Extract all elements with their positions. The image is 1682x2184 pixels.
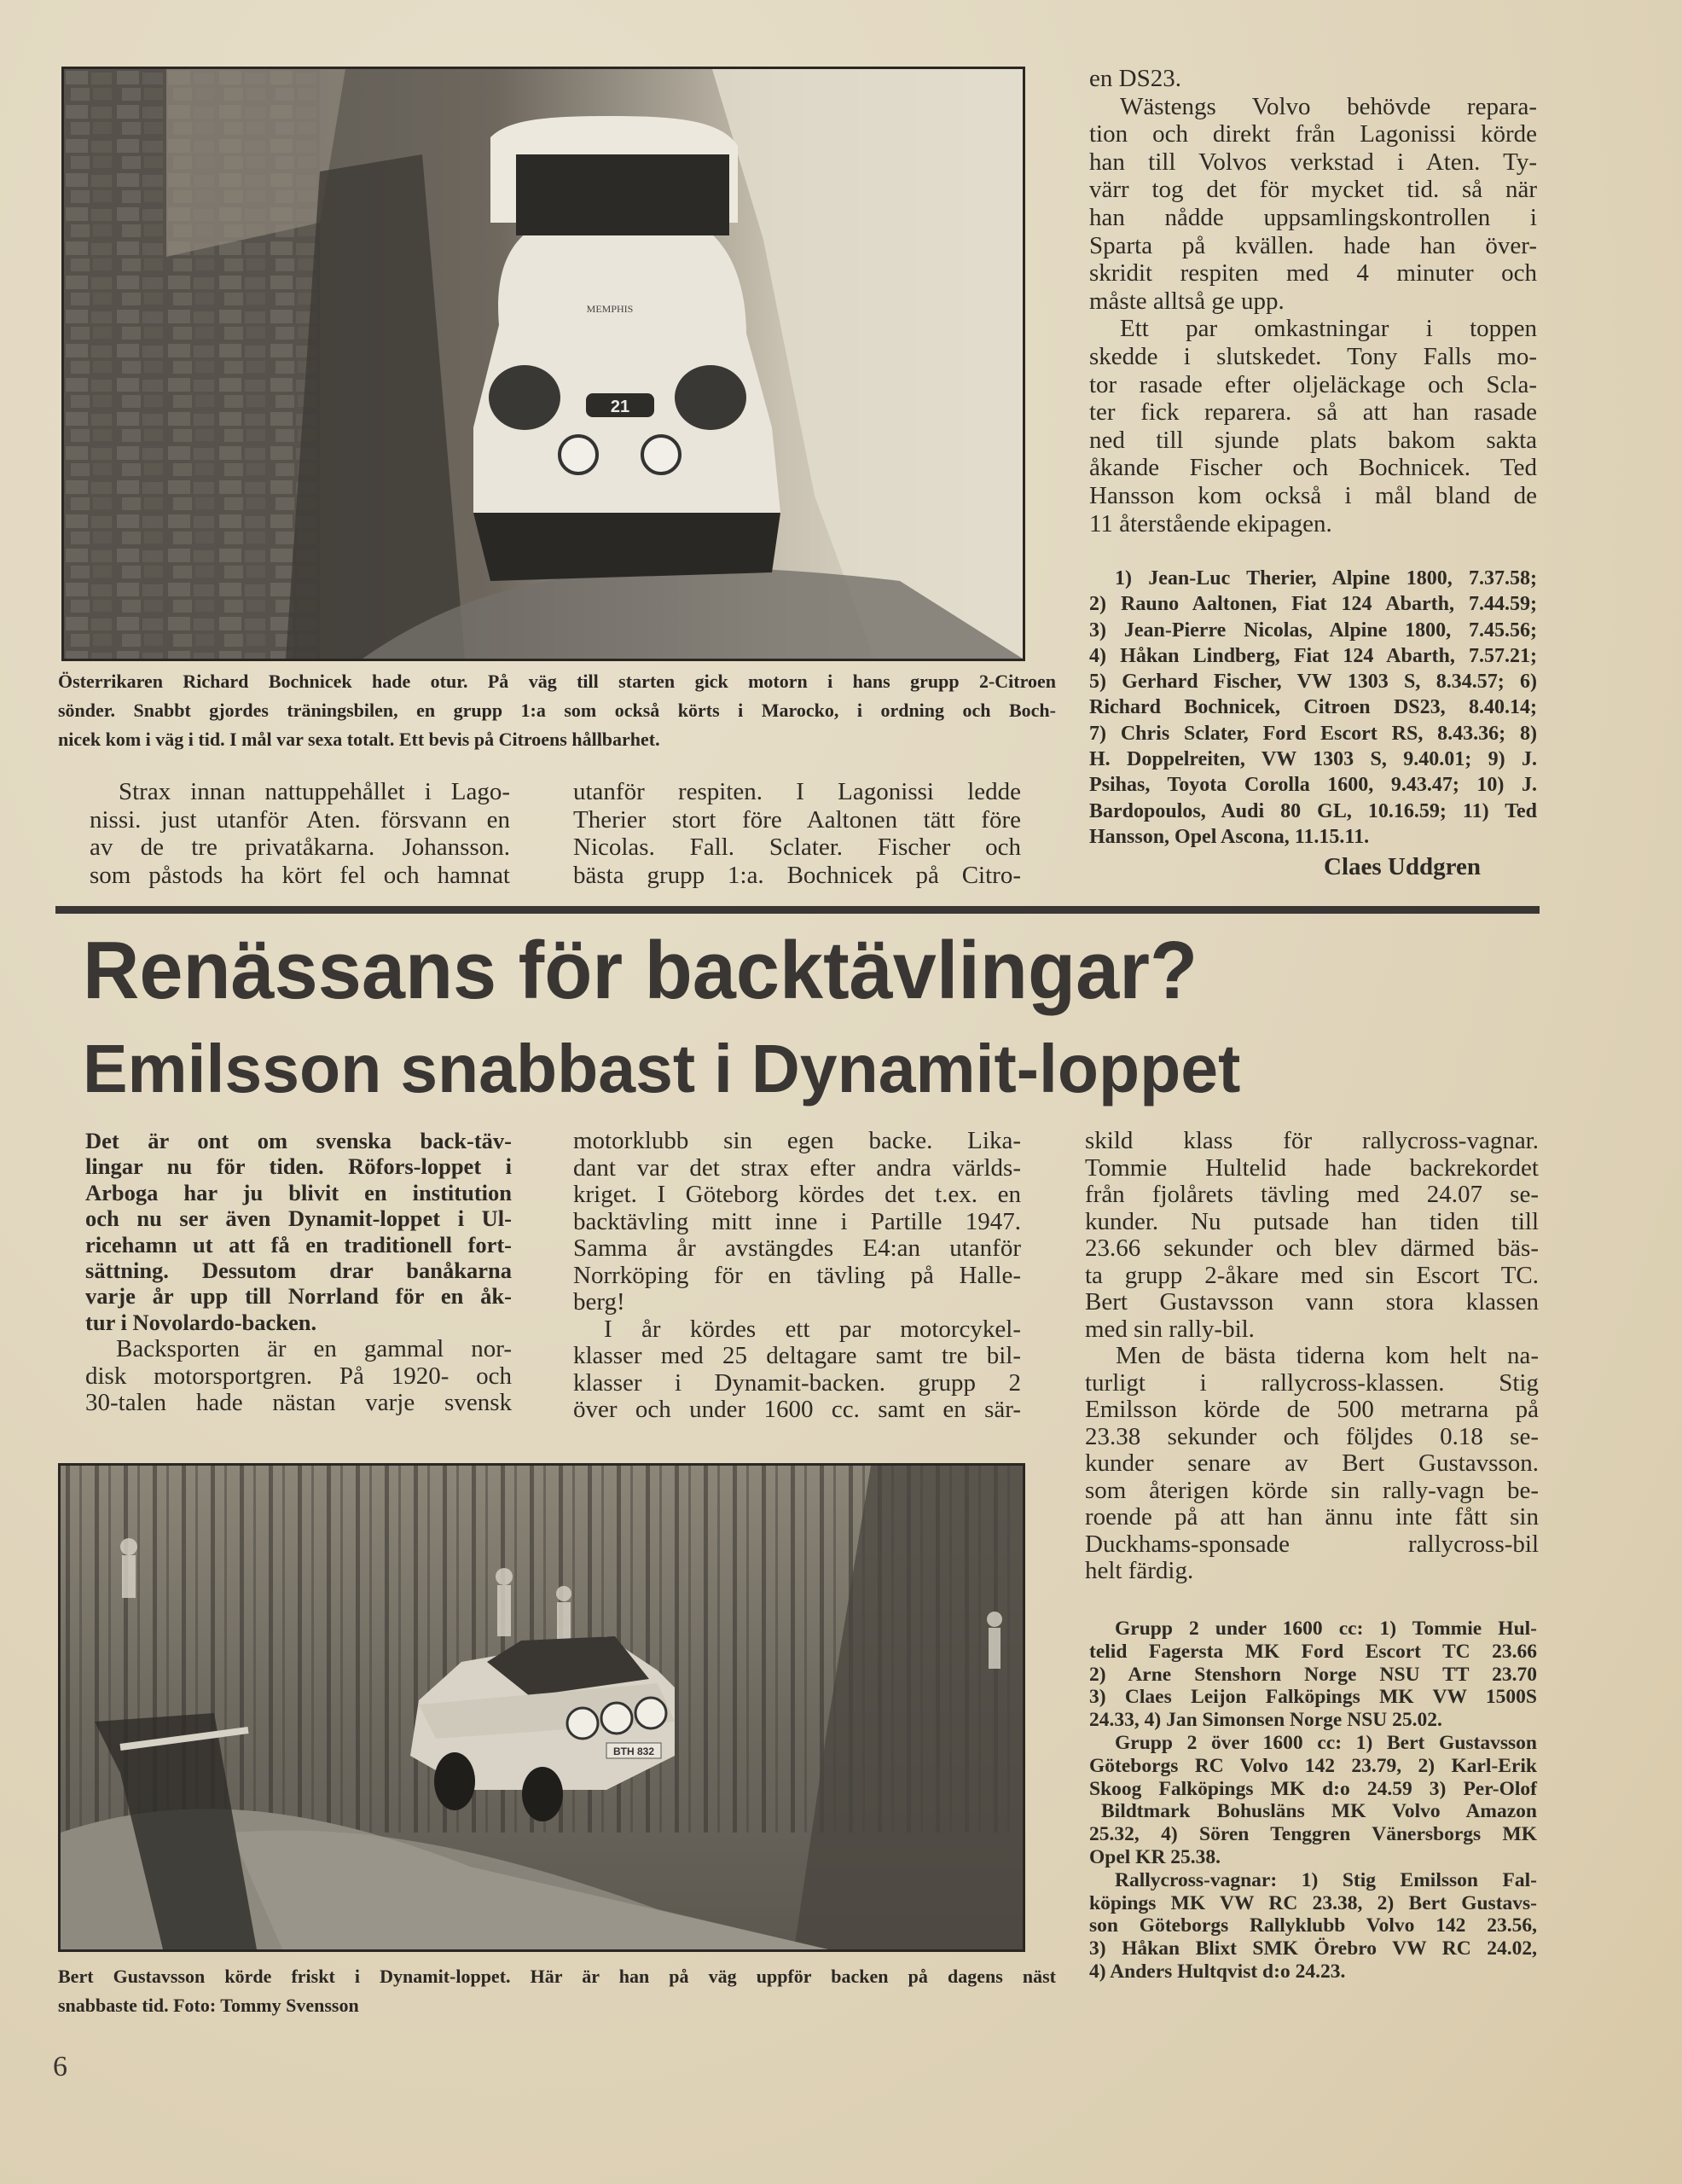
text-line: berg! xyxy=(573,1288,625,1316)
result-line: 3) Håkan Blixt SMK Örebro VW RC 24.02, xyxy=(1089,1937,1537,1960)
text-line: bästa grupp 1:a. Bochnicek på Citro- xyxy=(573,861,1021,889)
caption-line: sönder. Snabbt gjordes träningsbilen, en grupp 1:a som också körts i Marocko, i ordning och Boch- xyxy=(58,700,1056,721)
text-line: med sin rally-bil. xyxy=(1085,1315,1255,1343)
text-line: Tommie Hultelid hade backrekordet xyxy=(1085,1153,1539,1182)
text-line: Sparta på kvällen. hade han över- xyxy=(1089,231,1537,259)
text-line: Wästengs Volvo behövde repara- xyxy=(1120,92,1537,120)
text-line: måste alltså ge upp. xyxy=(1089,287,1285,315)
result-line: 1) Jean-Luc Therier, Alpine 1800, 7.37.58; xyxy=(1115,567,1537,590)
result-line: Skoog Falköpings MK d:o 24.59 3) Per-Olof xyxy=(1089,1777,1537,1800)
page-number: 6 xyxy=(53,2051,67,2082)
license-plate: BTH 832 xyxy=(612,1745,655,1757)
bottom-photo-volvo xyxy=(58,1463,1025,1952)
bottom-article-col3 xyxy=(1085,1128,1539,1585)
text-line: Emilsson körde de 500 metrarna på xyxy=(1085,1396,1539,1423)
text-line: backtävling mitt inne i Partille 1947. xyxy=(573,1207,1021,1235)
result-line: Rallycross-vagnar: 1) Stig Emilsson Fal- xyxy=(1115,1868,1537,1891)
text-line: 23.66 sekunder och blev därmed bäs- xyxy=(1085,1234,1539,1262)
caption-line: snabbaste tid. Foto: Tommy Svensson xyxy=(58,1995,359,2016)
result-line: 4) Håkan Lindberg, Fiat 124 Abarth, 7.57.21; xyxy=(1089,644,1537,667)
result-line: Bardopoulos, Audi 80 GL, 10.16.59; 11) Ted xyxy=(1089,799,1537,822)
text-line: tion och direkt från Lagonissi körde xyxy=(1089,120,1537,148)
text-line: som återigen körde sin rally-vagn be- xyxy=(1085,1476,1539,1504)
lead-paragraph xyxy=(85,1128,512,1335)
result-line: H. Doppelreiten, VW 1303 S, 9.40.01; 9) J. xyxy=(1089,748,1537,771)
lead-line: ricehamn ut att få en traditionell fort- xyxy=(85,1231,512,1258)
text-line: skridit respiten med 4 minuter och xyxy=(1089,259,1537,288)
byline: Claes Uddgren xyxy=(1324,853,1481,880)
top-article-col2 xyxy=(573,778,1021,889)
result-line: 2) Arne Stenshorn Norge NSU TT 23.70 xyxy=(1089,1663,1537,1686)
text-line: helt färdig. xyxy=(1085,1557,1194,1584)
text-line: kunder senare av Bert Gustavsson. xyxy=(1085,1449,1539,1477)
car-number-plate: 21 xyxy=(610,398,630,416)
headline: Renässans för backtävlingar? xyxy=(83,925,1198,1016)
caption-line: Bert Gustavsson körde friskt i Dynamit-loppet. Här är han på väg uppför backen på dagens näst xyxy=(58,1966,1056,1987)
result-line: 25.32, 4) Sören Tenggren Vänersborgs MK xyxy=(1089,1823,1537,1846)
text-line: ta grupp 2-åkare med sin Escort TC. xyxy=(1085,1261,1539,1289)
text-line: skild klass för rallycross-vagnar. xyxy=(1085,1127,1539,1154)
caption-line: Österrikaren Richard Bochnicek hade otur. På väg till starten gick motorn i hans grupp 2-Citroen xyxy=(58,671,1056,692)
text-line: av de tre privatåkarna. Johansson. xyxy=(90,834,510,861)
top-article-col3 xyxy=(1089,65,1537,537)
bottom-article-col1 xyxy=(85,1336,512,1417)
lead-line: och nu ser även Dynamit-loppet i Ul- xyxy=(85,1205,512,1232)
volvo-rally-photo xyxy=(61,1466,1023,1949)
text-line: ned till sjunde plats bakom sakta xyxy=(1089,426,1537,454)
text-line: Strax innan nattuppehållet i Lago- xyxy=(119,778,510,805)
text-line: nissi. just utanför Aten. försvann en xyxy=(90,805,510,834)
text-line: Hansson kom också i mål bland de xyxy=(1089,481,1537,509)
text-line: 30-talen hade nästan varje svensk xyxy=(85,1389,512,1416)
text-line: ter fick reparera. så att han rasade xyxy=(1089,398,1537,427)
text-line: Men de bästa tiderna kom helt na- xyxy=(1116,1342,1539,1369)
text-line: Ett par omkastningar i toppen xyxy=(1120,315,1537,343)
result-line: Grupp 2 över 1600 cc: 1) Bert Gustavsson xyxy=(1115,1731,1537,1754)
text-line: 23.38 sekunder och följdes 0.18 se- xyxy=(1085,1422,1539,1450)
text-line: från fjolårets tävling med 24.07 se- xyxy=(1085,1181,1539,1208)
lead-line: varje år upp till Norrland för en åk- xyxy=(85,1283,512,1310)
result-line: 3) Jean-Pierre Nicolas, Alpine 1800, 7.45.56; xyxy=(1089,619,1537,642)
text-line: klasser med 25 deltagare samt tre bil- xyxy=(573,1342,1021,1369)
text-line: turligt i rallycross-klassen. Stig xyxy=(1085,1368,1539,1397)
text-line: motorklubb sin egen backe. Lika- xyxy=(573,1127,1021,1154)
text-line: som påstods ha kört fel och hamnat xyxy=(90,861,510,889)
text-line: utanför respiten. I Lagonissi ledde xyxy=(573,778,1021,805)
text-line: Samma år avstängdes E4:an utanför xyxy=(573,1234,1021,1262)
top-results-list xyxy=(1089,566,1537,850)
text-line: han till Volvos verkstad i Aten. Ty- xyxy=(1089,148,1537,176)
result-line: Opel KR 25.38. xyxy=(1089,1845,1221,1868)
citroen-car xyxy=(473,116,780,581)
bottom-photo-caption xyxy=(58,1962,1056,2020)
lead-line: Det är ont om svenska back-täv- xyxy=(85,1128,512,1153)
section-divider xyxy=(55,906,1540,914)
text-line: dant var det strax efter andra världs- xyxy=(573,1153,1021,1182)
text-line: tor rasade efter oljeläckage och Scla- xyxy=(1089,370,1537,398)
result-line: Hansson, Opel Ascona, 11.15.11. xyxy=(1089,825,1370,848)
text-line: roende på att han ännu inte fått sin xyxy=(1085,1503,1539,1531)
text-line: 11 återstående ekipagen. xyxy=(1089,509,1332,537)
text-line: disk motorsportgren. På 1920- och xyxy=(85,1362,512,1390)
text-line: över och under 1600 cc. samt en sär- xyxy=(573,1396,1021,1423)
text-line: I år kördes ett par motorcykel- xyxy=(604,1315,1021,1343)
result-line: 2) Rauno Aaltonen, Fiat 124 Abarth, 7.44.59; xyxy=(1089,593,1537,616)
result-line: Göteborgs RC Volvo 142 23.79, 2) Karl-Erik xyxy=(1089,1754,1537,1777)
text-line: klasser i Dynamit-backen. grupp 2 xyxy=(573,1368,1021,1397)
result-line: 7) Chris Sclater, Ford Escort RS, 8.43.36; 8) xyxy=(1089,722,1537,745)
top-article-col1 xyxy=(90,778,510,889)
result-line: 5) Gerhard Fischer, VW 1303 S, 8.34.57; 6) xyxy=(1089,671,1537,694)
result-line: son Göteborgs Rallyklubb Volvo 142 23.56, xyxy=(1089,1914,1537,1937)
text-line: Duckhams-sponsade rallycross-bil xyxy=(1085,1530,1539,1558)
bottom-results-list xyxy=(1089,1618,1537,1984)
result-line: telid Fagersta MK Ford Escort TC 23.66 xyxy=(1089,1640,1537,1663)
result-line: 4) Anders Hultqvist d:o 24.23. xyxy=(1089,1960,1346,1983)
text-line: han nådde uppsamlingskontrollen i xyxy=(1089,203,1537,231)
lead-line: tur i Novolardo-backen. xyxy=(85,1309,317,1335)
top-photo-citroen xyxy=(61,67,1025,661)
text-line: kunder. Nu putsade han tiden till xyxy=(1085,1207,1539,1235)
text-line: kriget. I Göteborg kördes det t.ex. en xyxy=(573,1181,1021,1208)
text-line: Nicolas. Fall. Sclater. Fischer och xyxy=(573,834,1021,861)
lead-line: sättning. Dessutom drar banåkarna xyxy=(85,1258,512,1284)
result-line: köpings MK VW RC 23.38, 2) Bert Gustavs- xyxy=(1089,1891,1537,1914)
text-line: Backsporten är en gammal nor- xyxy=(116,1335,512,1362)
text-line: Therier stort före Aaltonen tätt före xyxy=(573,805,1021,834)
result-line: Psihas, Toyota Corolla 1600, 9.43.47; 10) J. xyxy=(1089,774,1537,797)
citroen-rally-photo xyxy=(64,69,1023,659)
sponsor-label: MEMPHIS xyxy=(586,303,634,315)
result-line: Bildtmark Bohusläns MK Volvo Amazon xyxy=(1101,1800,1537,1823)
subheadline: Emilsson snabbast i Dynamit-loppet xyxy=(83,1031,1241,1107)
lead-line: Arboga har ju blivit en institution xyxy=(85,1179,512,1205)
result-line: Grupp 2 under 1600 cc: 1) Tommie Hul- xyxy=(1115,1618,1537,1640)
result-line: 3) Claes Leijon Falköpings MK VW 1500S xyxy=(1089,1686,1537,1709)
text-line: åkande Fischer och Bochnicek. Ted xyxy=(1089,454,1537,482)
text-line: Norrköping för en tävling på Halle- xyxy=(573,1261,1021,1289)
text-line: skedde i slutskedet. Tony Falls mo- xyxy=(1089,342,1537,370)
bottom-article-col2 xyxy=(573,1128,1021,1424)
text-line: en DS23. xyxy=(1089,65,1181,92)
caption-line: nicek kom i väg i tid. I mål var sexa totalt. Ett bevis på Citroens hållbarhet. xyxy=(58,729,660,750)
text-line: Bert Gustavsson vann stora klassen xyxy=(1085,1288,1539,1316)
top-photo-caption xyxy=(58,667,1056,754)
result-line: Richard Bochnicek, Citroen DS23, 8.40.14; xyxy=(1089,696,1537,719)
result-line: 24.33, 4) Jan Simonsen Norge NSU 25.02. xyxy=(1089,1709,1442,1732)
lead-line: lingar nu för tiden. Röfors-loppet i xyxy=(85,1153,512,1180)
text-line: värr tog det för mycket tid. så när xyxy=(1089,176,1537,204)
